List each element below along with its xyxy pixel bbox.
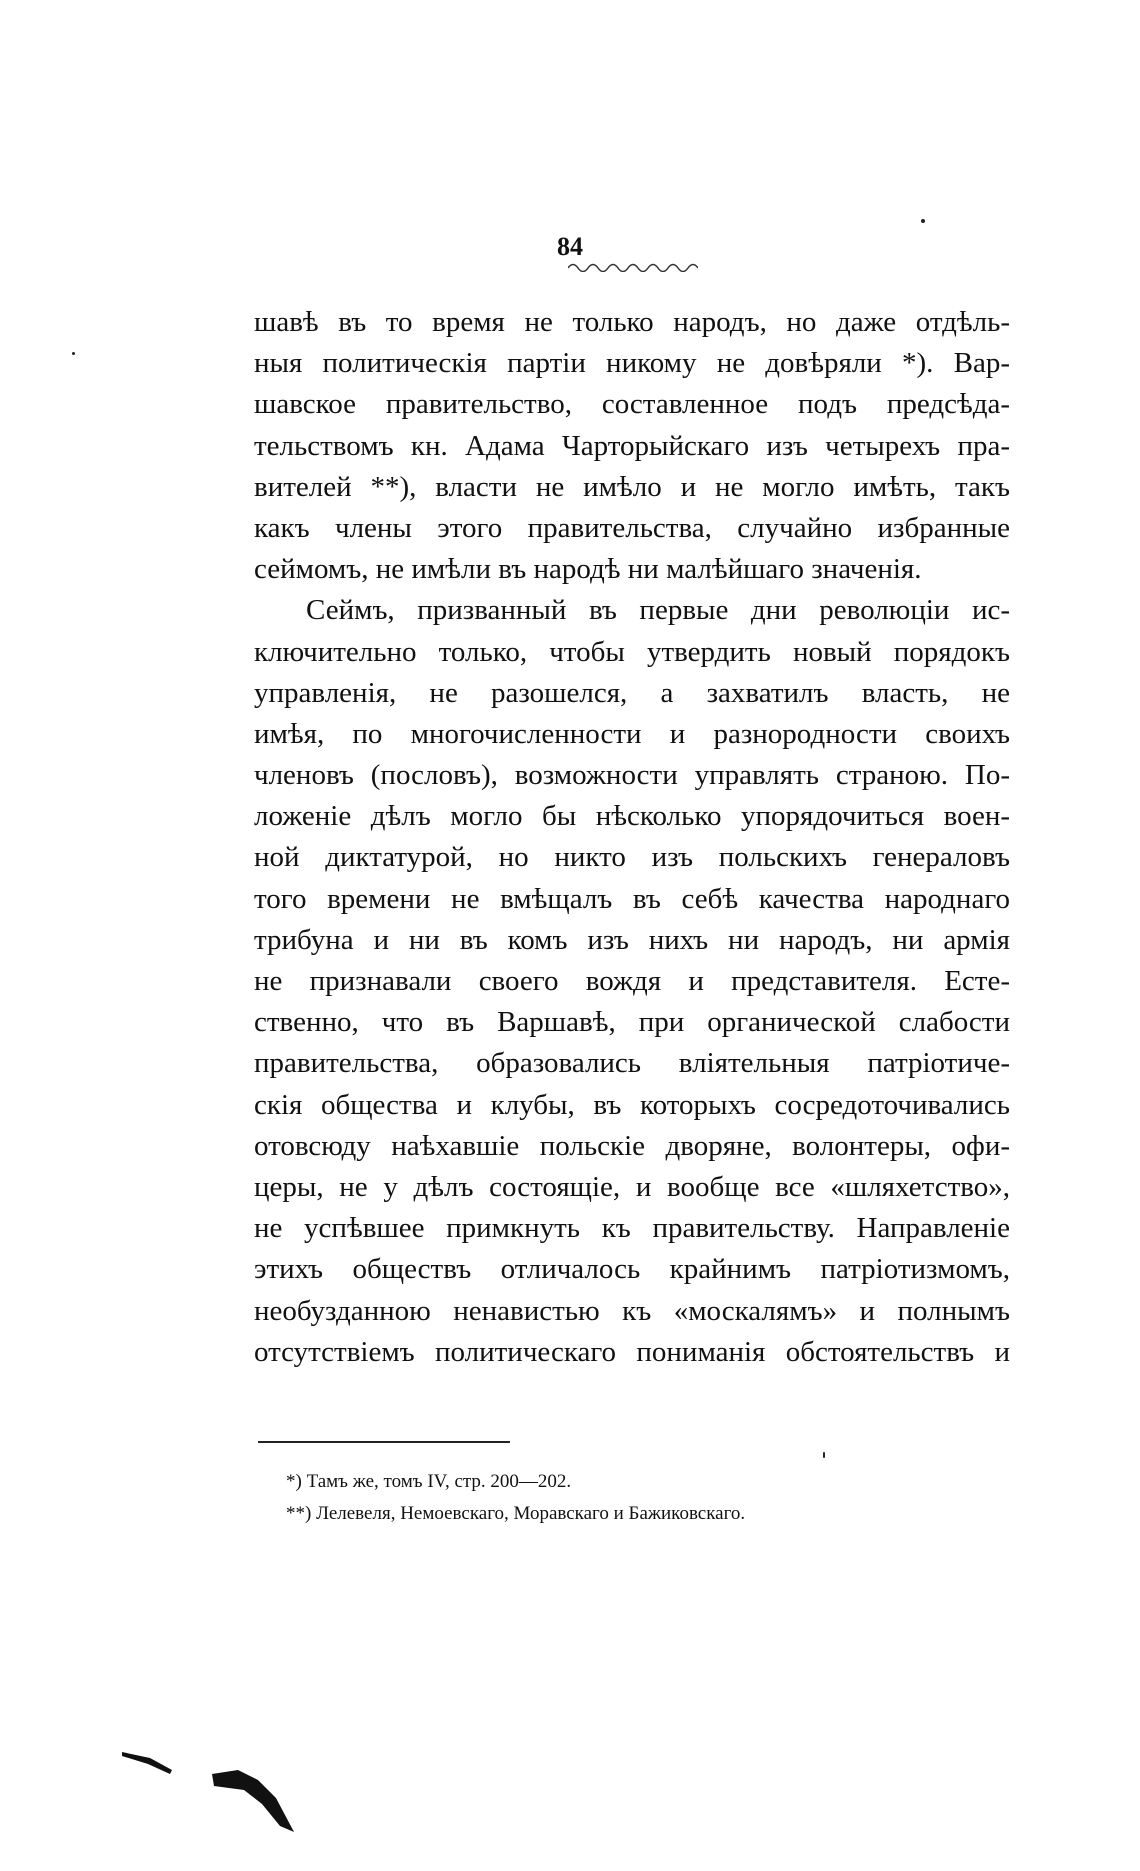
text-line: какъ члены этого правительства, случайно избранные bbox=[254, 511, 1010, 544]
ink-mark bbox=[210, 1768, 300, 1838]
footnote-2: **) Лелевеля, Немоевскаго, Моравскаго и Бажиковскаго. bbox=[286, 1503, 746, 1524]
text-line: шавѣ въ то время не только народъ, но даже отдѣль- bbox=[254, 306, 1010, 338]
paragraph-1 bbox=[254, 302, 1010, 590]
text-line: церы, не у дѣлъ состоящіе, и вообще все «шляхетство», bbox=[254, 1170, 1010, 1203]
text-line: Сеймъ, призванный въ первые дни революціи ис- bbox=[306, 594, 1010, 627]
ink-mark bbox=[120, 1748, 180, 1778]
text-line: тельствомъ кн. Адама Чарторыйскаго изъ четырехъ пра- bbox=[254, 429, 1010, 462]
text-line: вителей **), власти не имѣло и не могло имѣть, такъ bbox=[254, 470, 1010, 503]
text-line: необузданною ненавистью къ «москалямъ» и полнымъ bbox=[254, 1294, 1010, 1327]
text-line: ныя политическія партіи никому не довѣряли *). Вар- bbox=[254, 347, 1010, 380]
ink-speck bbox=[72, 352, 75, 355]
page-number: 84 bbox=[557, 232, 583, 261]
text-line: того времени не вмѣщалъ въ себѣ качества народнаго bbox=[254, 882, 1010, 915]
text-line: членовъ (пословъ), возможности управлять страною. По- bbox=[254, 759, 1010, 792]
main-text bbox=[254, 302, 1010, 1373]
text-line: отсутствіемъ политическаго пониманія обстоятельствъ и bbox=[254, 1335, 1010, 1368]
text-line: сеймомъ, не имѣли въ народѣ ни малѣйшаго значенія. bbox=[254, 553, 922, 586]
text-line: не успѣвшее примкнуть къ правительству. Направленіе bbox=[254, 1212, 1010, 1245]
text-line: трибуна и ни въ комъ изъ нихъ ни народъ, ни армія bbox=[254, 923, 1010, 956]
text-line: шавское правительство, составленное подъ предсѣда- bbox=[254, 388, 1010, 421]
text-line: этихъ обществъ отличалось крайнимъ патріотизмомъ, bbox=[254, 1253, 1010, 1286]
footnote-rule bbox=[258, 1441, 510, 1443]
text-line: ной диктатурой, но никто изъ польскихъ генераловъ bbox=[254, 841, 1010, 874]
text-line: имѣя, по многочисленности и разнородности своихъ bbox=[254, 717, 1010, 750]
text-line: отовсюду наѣхавшіе польскіе дворяне, волонтеры, офи- bbox=[254, 1129, 1010, 1162]
text-line: не признавали своего вождя и представителя. Есте- bbox=[254, 965, 1010, 997]
footnote-1: *) Тамъ же, томъ IV, стр. 200—202. bbox=[286, 1471, 572, 1492]
text-line: скія общества и клубы, въ которыхъ сосредоточивались bbox=[254, 1088, 1010, 1121]
ink-speck bbox=[823, 1452, 825, 1458]
text-line: управленія, не разошелся, а захватилъ власть, не bbox=[254, 676, 1010, 709]
text-line: ключительно только, чтобы утвердить новый порядокъ bbox=[254, 635, 1010, 668]
ink-speck bbox=[921, 219, 925, 223]
text-line: ложеніе дѣлъ могло бы нѣсколько упорядочиться воен- bbox=[254, 800, 1010, 833]
footnotes bbox=[286, 1466, 986, 1530]
text-line: правительства, образовались вліятельныя патріотиче- bbox=[254, 1047, 1010, 1080]
wavy-ornament bbox=[568, 260, 698, 272]
text-line: ственно, что въ Варшавѣ, при органической слабости bbox=[254, 1006, 1010, 1039]
paragraph-2 bbox=[254, 590, 1010, 1373]
